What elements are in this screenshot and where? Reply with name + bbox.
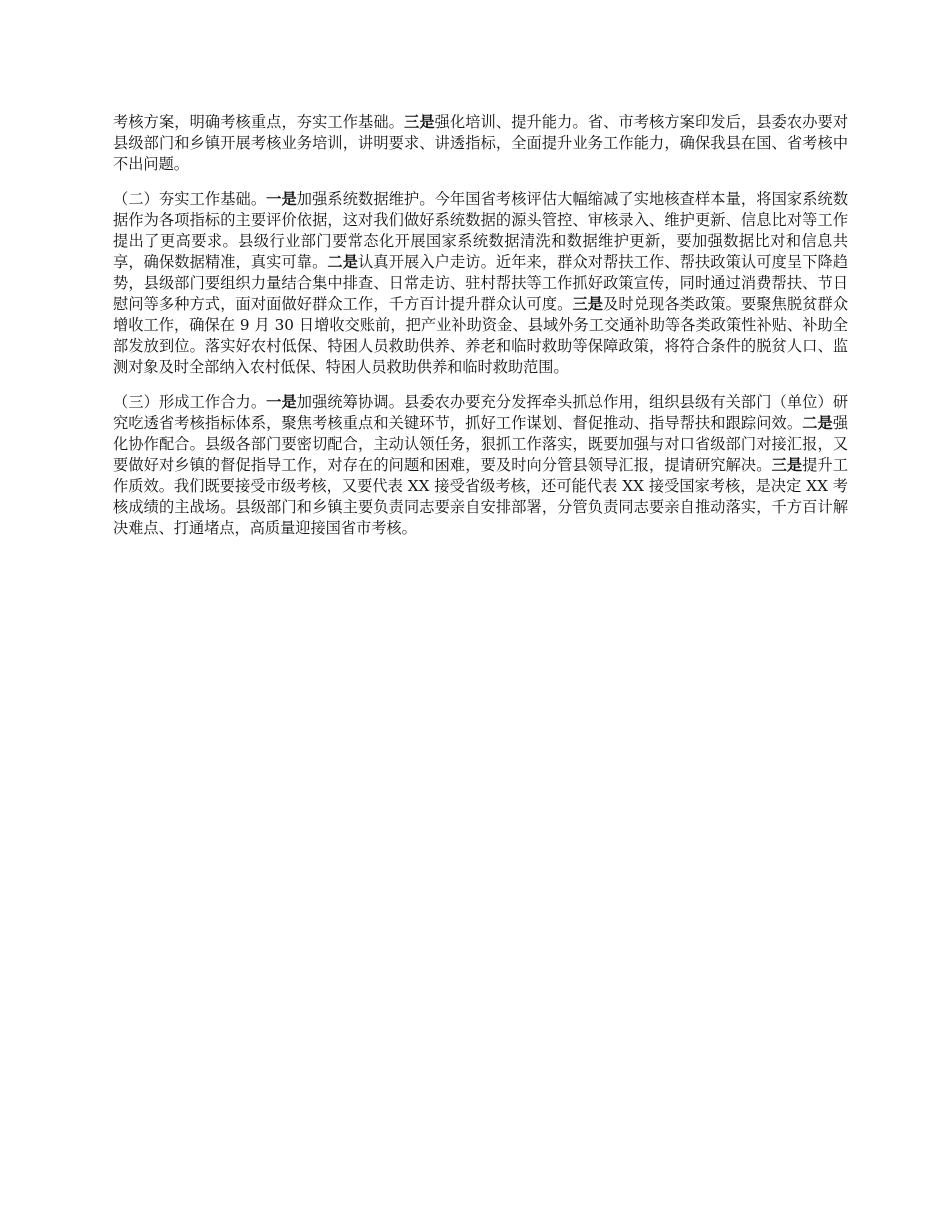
paragraph-text: 强化培训、提升能力。省、市考核方案印发后，县委农办要对县级部门和乡镇开展考核业务培训，讲明要求、讲透指标，全面提升业务工作能力，确保我县在国、省考核中不出问题。 [113,113,849,173]
section-heading: （二）夯实工作基础。 [113,190,267,208]
emphasis-label: 一是 [266,393,297,411]
emphasis-label: 一是 [266,190,297,208]
emphasis-label: 三是 [404,113,435,131]
paragraph-3 [113,392,848,539]
document-page [113,112,848,553]
paragraph-2 [113,189,848,378]
paragraph-text: 提升工作质效。我们既要接受市级考核，又要代表 XX 接受省级考核，还可能代表 XX 接受国家考核，是决定 XX 考核成绩的主战场。县级部门和乡镇主要负责同志要亲自安排部署，分管负责同志要亲自推动落实，千方百计解决难点、打通堵点，高质量迎接国省市考核。 [113,456,849,537]
paragraph-text: 考核方案，明确考核重点，夯实工作基础。 [113,113,404,131]
paragraph-1 [113,112,848,175]
paragraph-text: 加强系统数据维护。今年国省考核评估大幅缩减了实地核查样本量，将国家系统数据作为各项指标的主要评价依据，这对我们做好系统数据的源头管控、审核录入、维护更新、信息比对等工作提出了更高要求。县级行业部门要常态化开展国家系统数据清洗和数据维护更新，要加强数据比对和信息共享，确保数据精准，真实可靠。 [113,190,849,271]
paragraph-text: 加强统筹协调。县委农办要充分发挥牵头抓总作用，组织县级有关部门（单位）研究吃透省考核指标体系，聚焦考核重点和关键环节，抓好工作谋划、督促推动、指导帮扶和跟踪问效。 [113,393,849,432]
emphasis-label: 三是 [572,295,604,313]
emphasis-label: 三是 [771,456,803,474]
section-heading: （三）形成工作合力。 [113,393,267,411]
paragraph-text: 认真开展入户走访。近年来，群众对帮扶工作、帮扶政策认可度呈下降趋势，县级部门要组织力量结合集中排查、日常走访、驻村帮扶等工作抓好政策宣传，同时通过消费帮扶、节日慰问等多种方式，面对面做好群众工作，千方百计提升群众认可度。 [113,253,849,313]
paragraph-text: 强化协作配合。县级各部门要密切配合，主动认领任务，狠抓工作落实，既要加强与对口省级部门对接汇报，又要做好对乡镇的督促指导工作，对存在的问题和困难，要及时向分管县领导汇报，提请研究解决。 [113,414,849,474]
paragraph-text: 及时兑现各类政策。要聚焦脱贫群众增收工作，确保在 9 月 30 日增收交账前，把产业补助资金、县域外务工交通补助等各类政策性补贴、补助全部发放到位。落实好农村低保、特困人员救助供养、养老和临时救助等保障政策，将符合条件的脱贫人口、监测对象及时全部纳入农村低保、特困人员救助供养和临时救助范围。 [113,295,849,376]
emphasis-label: 二是 [802,414,833,432]
emphasis-label: 二是 [327,253,359,271]
